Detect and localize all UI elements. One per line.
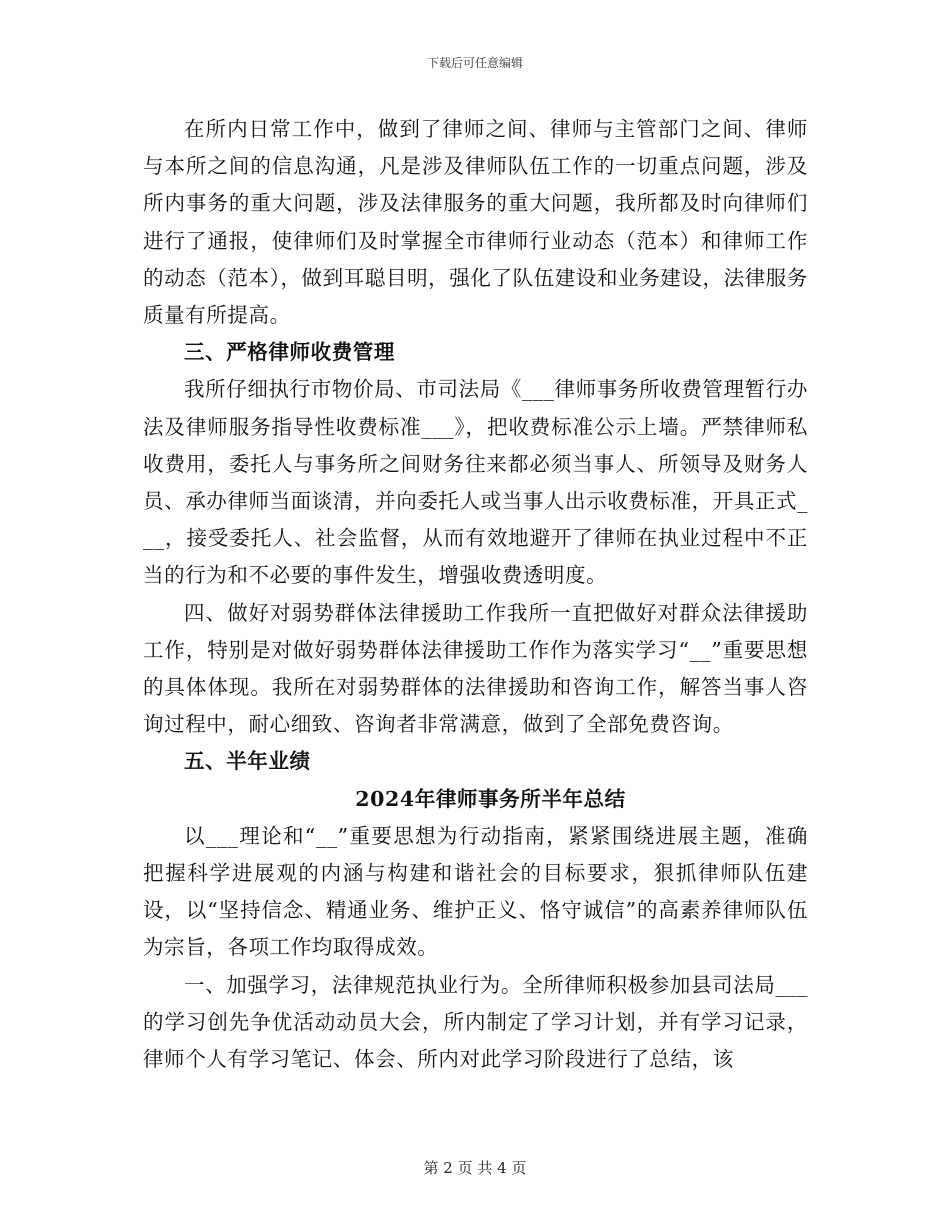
- section-heading-fee-management: 三、严格律师收费管理: [184, 340, 395, 365]
- section-heading-half-year-results: 五、半年业绩: [184, 749, 311, 774]
- page-header-note: 下载后可任意编辑: [426, 56, 523, 70]
- document-title: 2024年律师事务所半年总结: [355, 786, 626, 811]
- paragraph-fee-management: 我所仔细执行市物价局、市司法局《___律师事务所收费管理暂行办法及律师服务指导性收费标准___》，把收费标准公示上墙。严禁律师私收费用，委托人与事务所之间财务往来都必须当事人、所领导及财务人员、承办律师当面谈清，并向委托人或当事人出示收费标准，开具正式___，接受委托人、社会监督，从而有效地避开了律师在执业过程中不正当的行为和不必要的事件发生，增强收费透明度。: [143, 377, 808, 588]
- paragraph-information-communication: 在所内日常工作中，做到了律师之间、律师与主管部门之间、律师与本所之间的信息沟通，凡是涉及律师队伍工作的一切重点问题，涉及所内事务的重大问题，涉及法律服务的重大问题，我所都及时向律师们进行了通报，使律师们及时掌握全市律师行业动态（范本）和律师工作的动态（范本），做到耳聪目明，强化了队伍建设和业务建设，法律服务质量有所提高。: [143, 117, 808, 328]
- paragraph-study-strengthening: 一、加强学习，法律规范执业行为。全所律师积极参加县司法局___的学习创先争优活动动员大会，所内制定了学习计划，并有学习记录，律师个人有学习笔记、体会、所内对此学习阶段进行了总结，该: [143, 972, 808, 1072]
- paragraph-legal-aid: 四、做好对弱势群体法律援助工作我所一直把做好对群众法律援助工作，特别是对做好弱势群体法律援助工作作为落实学习“__”重要思想的具体体现。我所在对弱势群体的法律援助和咨询工作，解答当事人咨询过程中，耐心细致、咨询者非常满意，做到了全部免费咨询。: [143, 600, 808, 737]
- page-number-footer: 第 2 页 共 4 页: [423, 1159, 527, 1177]
- document-body: [143, 111, 808, 1078]
- paragraph-guiding-principles: 以___理论和“__”重要思想为行动指南，紧紧围绕进展主题，准确把握科学进展观的内涵与构建和谐社会的目标要求，狠抓律师队伍建设，以“坚持信念、精通业务、维护正义、恪守诚信”的高素养律师队伍为宗旨，各项工作均取得成效。: [143, 823, 808, 960]
